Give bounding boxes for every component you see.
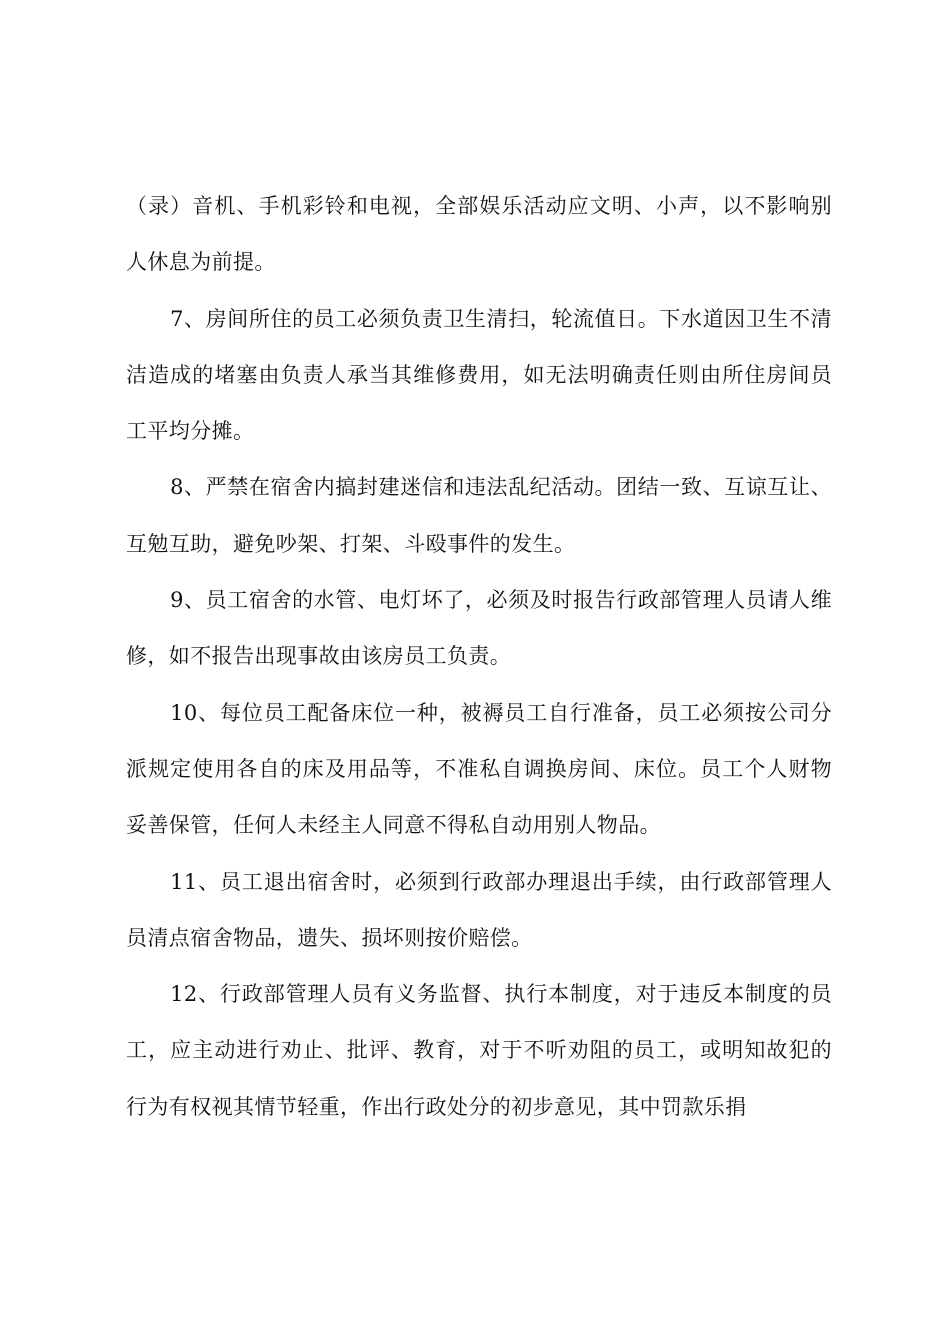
body-text [126,178,832,1135]
paragraph-item-7: 7、房间所住的员工必须负责卫生清扫，轮流值日。下水道因卫生不清洁造成的堵塞由负责人承当其维修费用，如无法明确责任则由所住房间员工平均分摊。 [126,306,832,444]
paragraph-item-11: 11、员工退出宿舍时，必须到行政部办理退出手续，由行政部管理人员清点宿舍物品，遗失、损坏则按价赔偿。 [126,869,832,950]
paragraph-continuation: （录）音机、手机彩铃和电视，全部娱乐活动应文明、小声，以不影响别人休息为前提。 [126,194,832,275]
paragraph-item-10: 10、每位员工配备床位一种，被褥员工自行准备，员工必须按公司分派规定使用各自的床及用品等，不准私自调换房间、床位。员工个人财物妥善保管，任何人未经主人同意不得私自动用别人物品。 [126,700,832,838]
paragraph-item-12: 12、行政部管理人员有义务监督、执行本制度，对于违反本制度的员工，应主动进行劝止、批评、教育，对于不听劝阻的员工，或明知故犯的行为有权视其情节轻重，作出行政处分的初步意见，其中罚款乐捐 [126,982,832,1119]
paragraph-item-8: 8、严禁在宿舍内搞封建迷信和违法乱纪活动。团结一致、互谅互让、互勉互助，避免吵架、打架、斗殴事件的发生。 [126,475,832,556]
paragraph-item-9: 9、员工宿舍的水管、电灯坏了，必须及时报告行政部管理人员请人维修，如不报告出现事故由该房员工负责。 [126,588,832,669]
